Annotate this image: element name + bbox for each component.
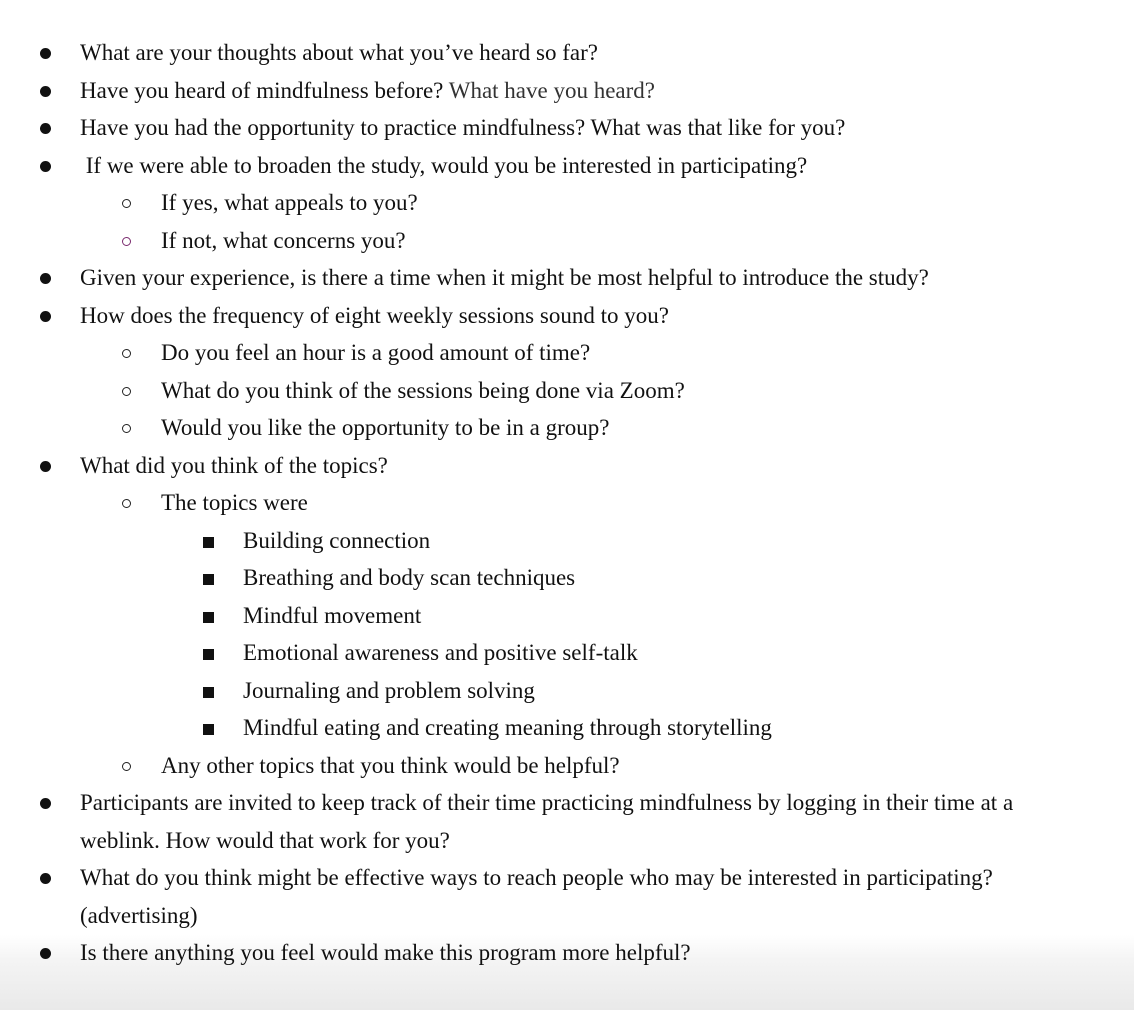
- filled-circle-bullet-icon: [40, 273, 51, 284]
- filled-circle-bullet-icon: [40, 123, 51, 134]
- sub-list-item: [0, 372, 1134, 410]
- list-item: [0, 72, 1134, 110]
- list-item-text: If yes, what appeals to you?: [161, 190, 418, 215]
- filled-circle-bullet-icon: [40, 948, 51, 959]
- sub-list-item: [0, 334, 1134, 372]
- hollow-circle-bullet-icon: [122, 762, 131, 771]
- list-item: [0, 859, 1134, 897]
- list-item-text: What are your thoughts about what you’ve heard so far?: [80, 40, 598, 65]
- filled-square-bullet-icon: [203, 612, 214, 623]
- question-list: [0, 34, 1134, 972]
- hollow-circle-bullet-icon: [122, 387, 131, 396]
- hollow-circle-bullet-icon: [122, 499, 131, 508]
- filled-square-bullet-icon: [203, 687, 214, 698]
- list-item-text: Mindful movement: [243, 602, 422, 628]
- hollow-circle-bullet-icon: [122, 199, 131, 208]
- list-item-text: Given your experience, is there a time when it might be most helpful to introduce the study?: [80, 265, 929, 290]
- sub-sub-list-item: [0, 634, 1134, 672]
- filled-circle-bullet-icon: [40, 461, 51, 472]
- list-item-text: Would you like the opportunity to be in a group?: [161, 415, 610, 440]
- sub-list-item: [0, 222, 1134, 260]
- list-item-text-part: What have you heard?: [443, 77, 655, 103]
- list-item-text: (advertising): [80, 902, 198, 928]
- list-item-text: Any other topics that you think would be helpful?: [161, 752, 620, 778]
- list-item-text: Is there anything you feel would make this program more helpful?: [80, 940, 691, 965]
- list-item-text: Have you had the opportunity to practice mindfulness? What was that like for you?: [80, 115, 846, 140]
- list-item-text: Participants are invited to keep track of their time practicing mindfulness by logging in their time at a: [80, 790, 1014, 815]
- list-item-text: What do you think might be effective ways to reach people who may be interested in participating?: [80, 865, 993, 890]
- list-item-text: The topics were: [161, 490, 308, 515]
- filled-square-bullet-icon: [203, 649, 214, 660]
- sub-list-item: [0, 484, 1134, 522]
- list-item: [0, 447, 1134, 485]
- hollow-circle-bullet-icon: [122, 424, 131, 433]
- list-item: [0, 109, 1134, 147]
- list-item: [0, 297, 1134, 335]
- list-item-text-part: Have you heard of mindfulness before?: [80, 77, 444, 103]
- filled-square-bullet-icon: [203, 574, 214, 585]
- hollow-circle-bullet-icon: [122, 349, 131, 358]
- list-item: [0, 259, 1134, 297]
- filled-circle-bullet-icon: [40, 86, 51, 97]
- sub-list-item: [0, 747, 1134, 785]
- list-item-text: Journaling and problem solving: [243, 677, 535, 703]
- sub-sub-list-item: [0, 672, 1134, 710]
- list-item: [0, 784, 1134, 822]
- filled-square-bullet-icon: [203, 724, 214, 735]
- list-item-text: What do you think of the sessions being done via Zoom?: [161, 377, 685, 403]
- list-item-text: Building connection: [243, 527, 431, 553]
- sub-list-item: [0, 409, 1134, 447]
- list-item: [0, 147, 1134, 185]
- sub-sub-list-item: [0, 597, 1134, 635]
- sub-list-item: [0, 184, 1134, 222]
- sub-sub-list-item: [0, 522, 1134, 560]
- list-item-text: Emotional awareness and positive self-talk: [243, 640, 638, 665]
- filled-circle-bullet-icon: [40, 311, 51, 322]
- filled-circle-bullet-icon: [40, 48, 51, 59]
- sub-sub-list-item: [0, 709, 1134, 747]
- filled-circle-bullet-icon: [40, 798, 51, 809]
- list-item-text: [80, 72, 655, 110]
- filled-square-bullet-icon: [203, 537, 214, 548]
- filled-circle-bullet-icon: [40, 873, 51, 884]
- filled-circle-bullet-icon: [40, 161, 51, 172]
- list-item-text: Mindful eating and creating meaning through storytelling: [243, 715, 772, 740]
- list-item-text: How does the frequency of eight weekly sessions sound to you?: [80, 302, 669, 328]
- list-item-text: If we were able to broaden the study, would you be interested in participating?: [80, 152, 808, 178]
- list-item-continuation: [0, 822, 1134, 860]
- list-item-text: If not, what concerns you?: [161, 227, 406, 253]
- sub-sub-list-item: [0, 559, 1134, 597]
- hollow-circle-bullet-icon: [122, 237, 131, 246]
- list-item-text: Do you feel an hour is a good amount of time?: [161, 340, 591, 365]
- list-item-text: Breathing and body scan techniques: [243, 565, 576, 590]
- list-item-text: weblink. How would that work for you?: [80, 827, 450, 853]
- list-item: [0, 34, 1134, 72]
- list-item-continuation: [0, 897, 1134, 935]
- list-item-text: What did you think of the topics?: [80, 452, 388, 478]
- list-item: [0, 934, 1134, 972]
